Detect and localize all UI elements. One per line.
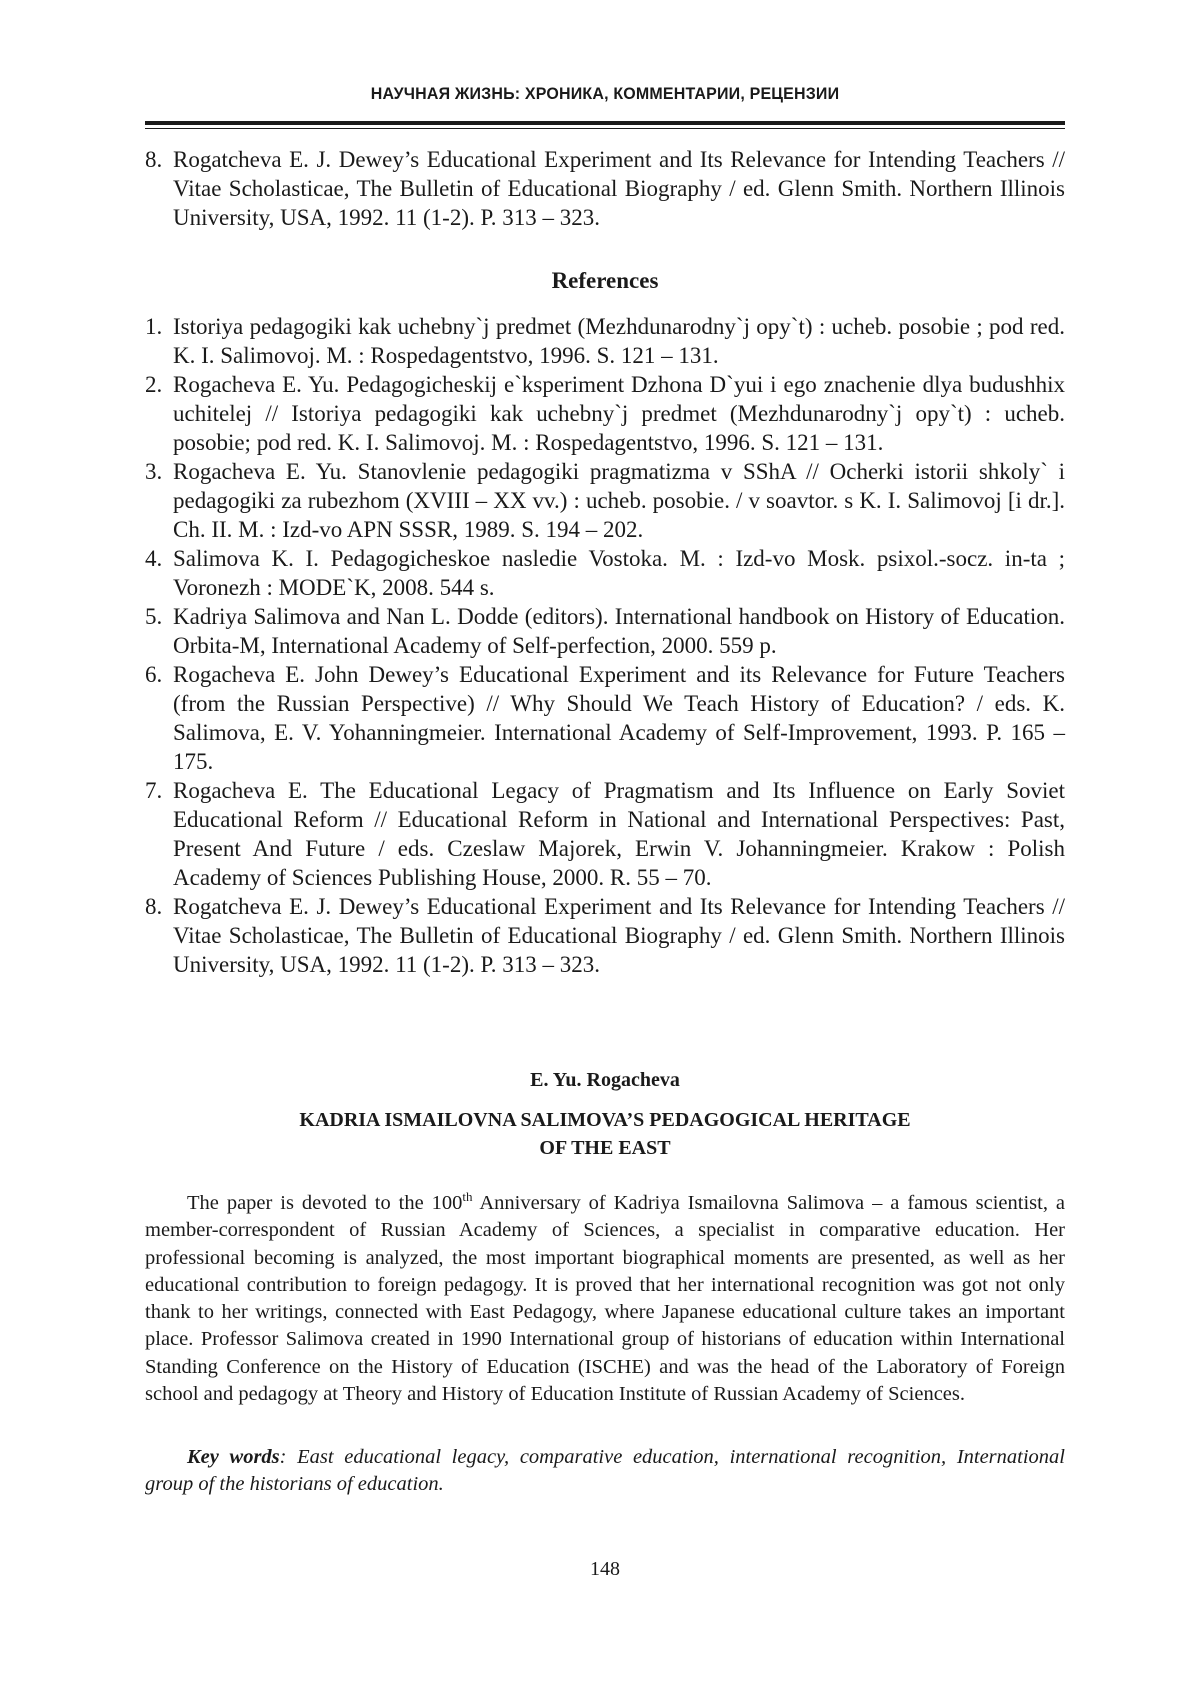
reference-text: Rogatcheva E. J. Dewey’s Educational Experiment and Its Relevance for Intending Teachers // Vitae Scholasticae, The Bulletin of Educational Biography / ed. Glenn Smith. Northern Illinois University, USA, 1992. 11 (1-2). P. 313 – 323. (173, 894, 1065, 977)
reference-number: 4. (145, 546, 163, 571)
reference-item (145, 602, 1065, 660)
reference-text: Rogacheva E. Yu. Stanovlenie pedagogiki pragmatizma v SShA // Ocherki istorii shkoly` i pedagogiki za rubezhom (XVIII – XX vv.) : ucheb. posobie. / v soavtor. s K. I. Salimovoj [i dr.]. Ch. II. M. : Izd-vo APN SSSR, 1989. S. 194 – 202. (173, 459, 1065, 542)
abstract-paragraph (145, 1190, 1065, 1408)
reference-text: Salimova K. I. Pedagogicheskoe nasledie Vostoka. M. : Izd-vo Mosk. psixol.-socz. in-ta ; Voronezh : MODE`K, 2008. 544 s. (173, 546, 1065, 600)
reference-item (145, 660, 1065, 776)
reference-text: Rogacheva E. Yu. Pedagogicheskij e`ksperiment Dzhona D`yui i ego znachenie dlya budushhix uchitelej // Istoriya pedagogiki kak uchebny`j predmet (Mezhdunarodny`j opy`t) : ucheb. posobie; pod red. K. I. Salimovoj. M. : Rospedagentstvo, 1996. S. 121 – 131. (173, 372, 1065, 455)
article-title-line-2: OF THE EAST (539, 1137, 671, 1159)
reference-text: Rogatcheva E. J. Dewey’s Educational Experiment and Its Relevance for Intending Teachers // Vitae Scholasticae, The Bulletin of Educational Biography / ed. Glenn Smith. Northern Illinois University, USA, 1992. 11 (1-2). P. 313 – 323. (173, 147, 1065, 230)
keywords-paragraph (145, 1444, 1065, 1499)
reference-item (145, 370, 1065, 457)
article-title (145, 1106, 1065, 1162)
reference-item (145, 145, 1065, 232)
reference-number: 3. (145, 459, 163, 484)
reference-item (145, 312, 1065, 370)
abstract-text-rest: Anniversary of Kadriya Ismailovna Salimova – a famous scientist, a member-correspondent of Russian Academy of Sciences, a specialist in comparative education. Her professional becoming is analyzed, the most important biographical moments are presented, as well as her educational contribution to foreign pedagogy. It is proved that her international recognition was got not only thank to her writings, connected with East Pedagogy, where Japanese educational culture takes an important place. Professor Salimova created in 1990 International group of historians of education within International Standing Conference on the History of Education (ISCHE) and was the head of the Laboratory of Foreign school and pedagogy at Theory and History of Education Institute of Russian Academy of Sciences. (145, 1192, 1065, 1406)
reference-text: Rogacheva E. John Dewey’s Educational Experiment and its Relevance for Future Teachers (from the Russian Perspective) // Why Should We Teach History of Education? / eds. K. Salimova, E. V. Yohanningmeier. International Academy of Self-Improvement, 1993. P. 165 – 175. (173, 662, 1065, 774)
page-number: 148 (590, 1558, 620, 1580)
reference-number: 8. (145, 894, 163, 919)
reference-item (145, 457, 1065, 544)
keywords-label: Key words (187, 1446, 280, 1468)
abstract-text-start: The paper is devoted to the 100 (187, 1192, 463, 1214)
keywords-text: : East educational legacy, comparative education, international recognition, International group of the historians of education. (145, 1446, 1065, 1496)
reference-text: Istoriya pedagogiki kak uchebny`j predmet (Mezhdunarodny`j opy`t) : ucheb. posobie ; pod red. K. I. Salimovoj. M. : Rospedagentstvo, 1996. S. 121 – 131. (173, 314, 1065, 368)
abstract-superscript: th (462, 1189, 473, 1205)
reference-number: 7. (145, 778, 163, 803)
reference-number: 6. (145, 662, 163, 687)
header-rule-thick (145, 121, 1065, 125)
reference-item (145, 544, 1065, 602)
reference-item (145, 776, 1065, 892)
document-page (145, 0, 1065, 1698)
reference-text: Kadriya Salimova and Nan L. Dodde (editors). International handbook on History of Education. Orbita-M, International Academy of Self-perfection, 2000. 559 p. (173, 604, 1065, 658)
references-heading: References (551, 268, 659, 293)
reference-number: 5. (145, 604, 163, 629)
reference-number: 1. (145, 314, 163, 339)
reference-number: 2. (145, 372, 163, 397)
references-list (145, 312, 1065, 979)
continued-reference-list (145, 145, 1065, 232)
reference-text: Rogacheva E. The Educational Legacy of Pragmatism and Its Influence on Early Soviet Educational Reform // Educational Reform in National and International Perspectives: Past, Present And Future / eds. Czeslaw Majorek, Erwin V. Johanningmeier. Krakow : Polish Academy of Sciences Publishing House, 2000. R. 55 – 70. (173, 778, 1065, 890)
reference-item (145, 892, 1065, 979)
article-title-line-1: KADRIA ISMAILOVNA SALIMOVA’S PEDAGOGICAL HERITAGE (299, 1109, 911, 1131)
article-author: E. Yu. Rogacheva (530, 1069, 680, 1091)
reference-number: 8. (145, 147, 163, 172)
running-head: НАУЧНАЯ ЖИЗНЬ: ХРОНИКА, КОММЕНТАРИИ, РЕЦЕНЗИИ (370, 84, 840, 103)
header-rule-thin (145, 128, 1065, 129)
